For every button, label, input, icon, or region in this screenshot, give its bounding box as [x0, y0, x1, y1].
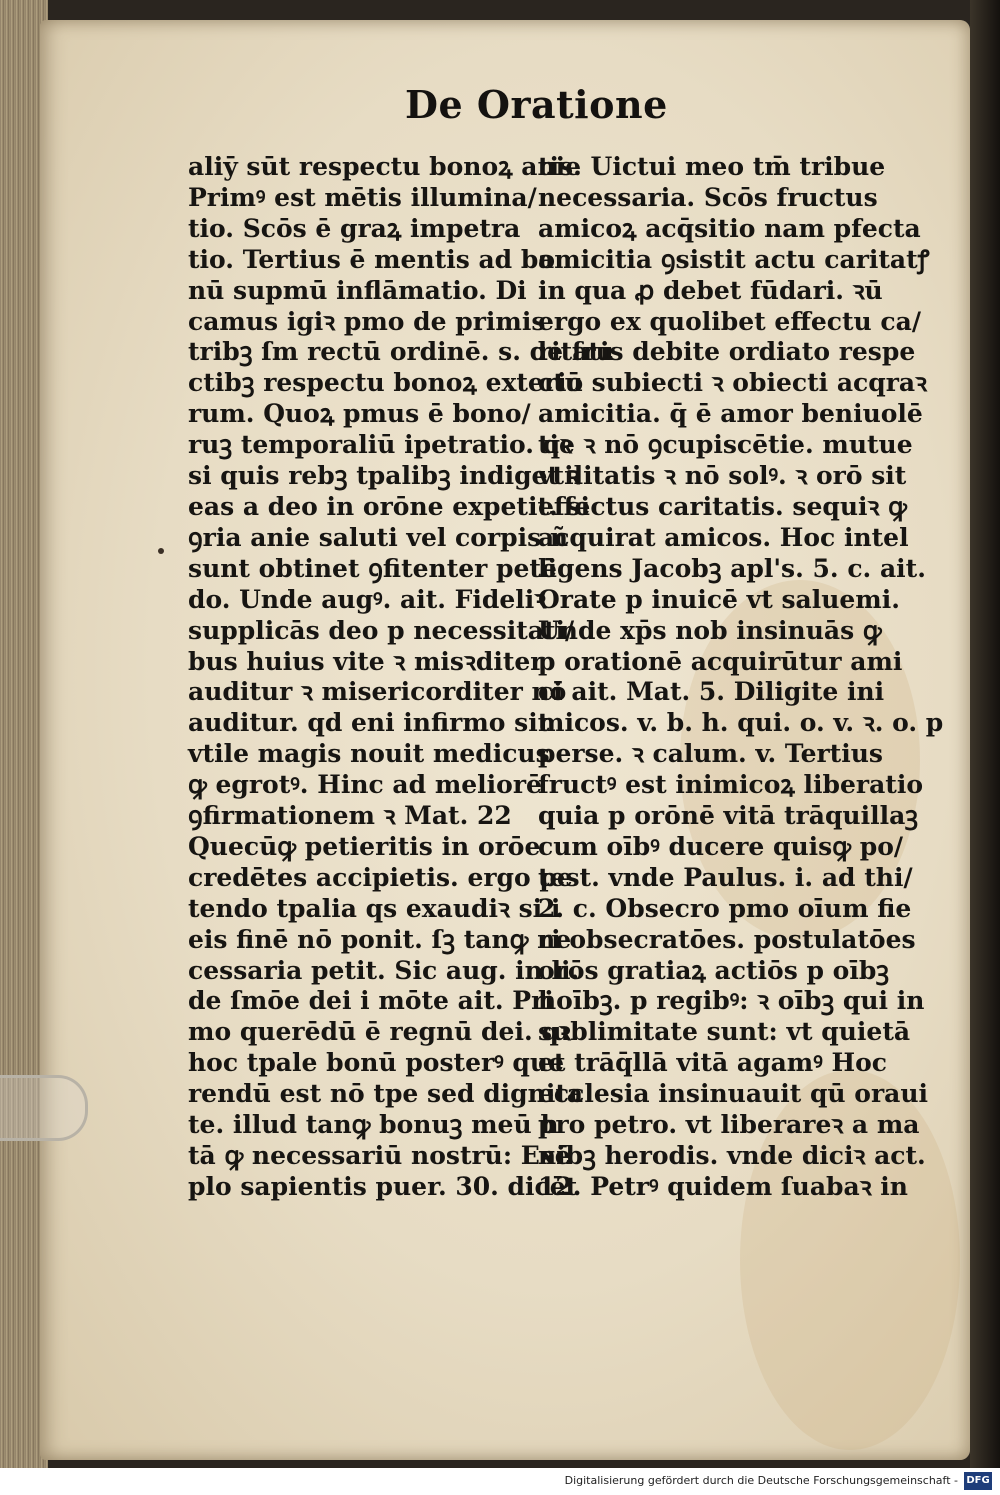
text-line: fructꝰ est inimicoꝝ liberatio	[538, 770, 923, 800]
text-line: vtilitatis ꝛ nō solꝰ. ꝛ orō sit	[538, 461, 907, 491]
text-line: hoībꝫ. p regibꝰ: ꝛ oībꝫ qui in	[538, 986, 925, 1016]
text-line: quia p orōnē vitā trāquillaꝫ	[538, 801, 919, 831]
text-line: acquirat amicos. Hoc intel	[538, 522, 909, 552]
text-line: tendo tpalia qs exaudiꝛ si i	[188, 893, 561, 923]
text-line: ruꝫ temporaliū ipetratio. qꝛ	[188, 430, 572, 460]
text-line: tis. Uictui meo tm̄ tribue	[538, 152, 886, 181]
text-line: vtile magis nouit medicus	[188, 739, 550, 769]
text-line: micos. v. b. h. qui. o. v. ꝛ. o. p	[538, 708, 944, 738]
text-line: ctibꝫ respectu bonoꝝ exterio	[188, 368, 584, 398]
text-line: nibꝫ herodis. vnde diciꝛ act.	[538, 1141, 926, 1170]
text-line: do. Unde augꝰ. ait. Fideliꝛ	[188, 584, 547, 614]
text-line: cum oībꝰ ducere quisꝙ po/	[538, 831, 904, 861]
text-line: Orate p inuicē vt saluemi.	[538, 584, 900, 614]
text-line: ꝙ egrotꝰ. Hinc ad meliorē	[188, 770, 542, 800]
text-line: te. illud tanꝙ bonuꝫ meū h	[188, 1110, 559, 1140]
text-line: necessaria. Scōs fructus	[538, 182, 878, 212]
text-line: auditur ꝛ misericorditer nō	[188, 677, 567, 707]
text-line: auditur. qd eni infirmo sit	[188, 708, 550, 738]
text-line: si quis rebꝫ tpalibꝫ indiget ꝛ	[188, 461, 580, 491]
text-line: effectus caritatis. sequiꝛ ꝙ	[538, 491, 907, 521]
text-line: amicitia. q̄ ē amor beniuolē	[538, 399, 923, 429]
text-line: ctū subiecti ꝛ obiecti acqraꝛ	[538, 368, 927, 398]
text-line: Unde xp̄s nob insinuās ꝙ	[538, 615, 882, 645]
text-line: p orationē acquirūtur ami	[538, 646, 903, 676]
text-line: ecclesia insinuauit qū oraui	[538, 1079, 929, 1109]
text-line: mo querēdū ē regnū dei. qꝛ	[188, 1017, 571, 1047]
text-line: aliȳ sūt respectu bonoꝝ anie	[188, 152, 582, 181]
running-head: De Oratione	[405, 82, 668, 127]
text-line: 12. Petrꝰ quidem ſuabaꝛ in	[538, 1171, 908, 1201]
text-line: ci ait. Mat. 5. Diligite ini	[538, 677, 885, 707]
footer-credit: Digitalisierung gefördert durch die Deutsche Forschungsgemeinschaft -	[564, 1474, 958, 1487]
text-line: ligens Jacobꝫ apl's. 5. c. ait.	[538, 553, 926, 583]
text-line: tā ꝙ necessariū nostrū: Exē	[188, 1141, 571, 1170]
text-line: hoc tpale bonū posterꝰ que	[188, 1048, 564, 1078]
text-line: in qua ꝓ debet fūdari. ꝛū	[538, 275, 883, 305]
text-column-right	[538, 152, 944, 1203]
text-line: camus igiꝛ pmo de primis	[188, 306, 546, 336]
text-line: amicitia ꝯsistit actu caritatꝭ	[538, 244, 930, 274]
text-line: tribꝫ ſm rectū ordinē. s. de fru	[188, 337, 614, 367]
text-line: sublimitate sunt: vt quietā	[538, 1017, 911, 1047]
text-line: plo sapientis puer. 30. dicēt	[188, 1171, 578, 1201]
text-line: test. vnde Paulus. i. ad thi/	[538, 862, 913, 892]
text-line: cessaria petit. Sic aug. in li.	[188, 955, 580, 985]
text-line: supplicās deo p necessitati/	[188, 615, 575, 645]
dfg-logo: DFG	[964, 1472, 992, 1490]
text-line: tio. Scōs ē graꝝ impetra	[188, 213, 521, 243]
ink-mark	[158, 548, 164, 554]
text-line: perse. ꝛ calum. v. Tertius	[538, 739, 883, 769]
text-line: amicoꝝ acq̄sitio nam pfecta	[538, 213, 921, 243]
text-line: ri obsecratōes. postulatōes	[538, 924, 916, 954]
footer-bar	[0, 1468, 1000, 1495]
text-line: de ſmōe dei i mōte ait. Pri	[188, 986, 554, 1016]
text-line: ritatis debite ordiato respe	[538, 337, 916, 367]
text-line: orōs gratiaꝝ actiōs p oībꝫ	[538, 955, 890, 985]
text-line: pro petro. vt liberareꝛ a ma	[538, 1110, 920, 1140]
text-line: 2. c. Obsecro pmo oīum fie	[538, 893, 912, 923]
text-line: tio. Tertius ē mentis ad bo	[188, 244, 556, 274]
text-line: credētes accipietis. ergo pe	[188, 862, 573, 892]
text-line: ergo ex quolibet effectu ca/	[538, 306, 921, 336]
text-line: eis finē nō ponit. ſꝫ tanꝙ ne	[188, 924, 572, 954]
text-line: ꝯfirmationem ꝛ Mat. 22	[188, 801, 512, 831]
text-line: Primꝰ est mētis illumina/	[188, 182, 537, 212]
book-cover-edge	[970, 0, 1000, 1468]
text-line: et trāq̄llā vitā agamꝰ Hoc	[538, 1048, 888, 1078]
text-line: eas a deo in orōne expetit. si	[188, 491, 591, 521]
text-column-left	[188, 152, 614, 1203]
text-line: nū supmū inflāmatio. Di	[188, 275, 527, 305]
text-line: sunt obtinet ꝯfitenter petē	[188, 553, 557, 583]
text-line: ꝯria anie saluti vel corpis ñ	[188, 522, 569, 552]
text-line: bus huius vite ꝛ misꝛditer	[188, 646, 544, 676]
page-clip	[0, 1075, 88, 1141]
text-line: rendū est nō tpe sed dignita	[188, 1079, 584, 1109]
text-line: Quecūꝙ petieritis in orōe	[188, 831, 541, 861]
text-line: tie ꝛ nō ꝯcupiscētie. mutue	[538, 430, 913, 460]
text-line: rum. Quoꝝ pmus ē bono/	[188, 399, 531, 429]
